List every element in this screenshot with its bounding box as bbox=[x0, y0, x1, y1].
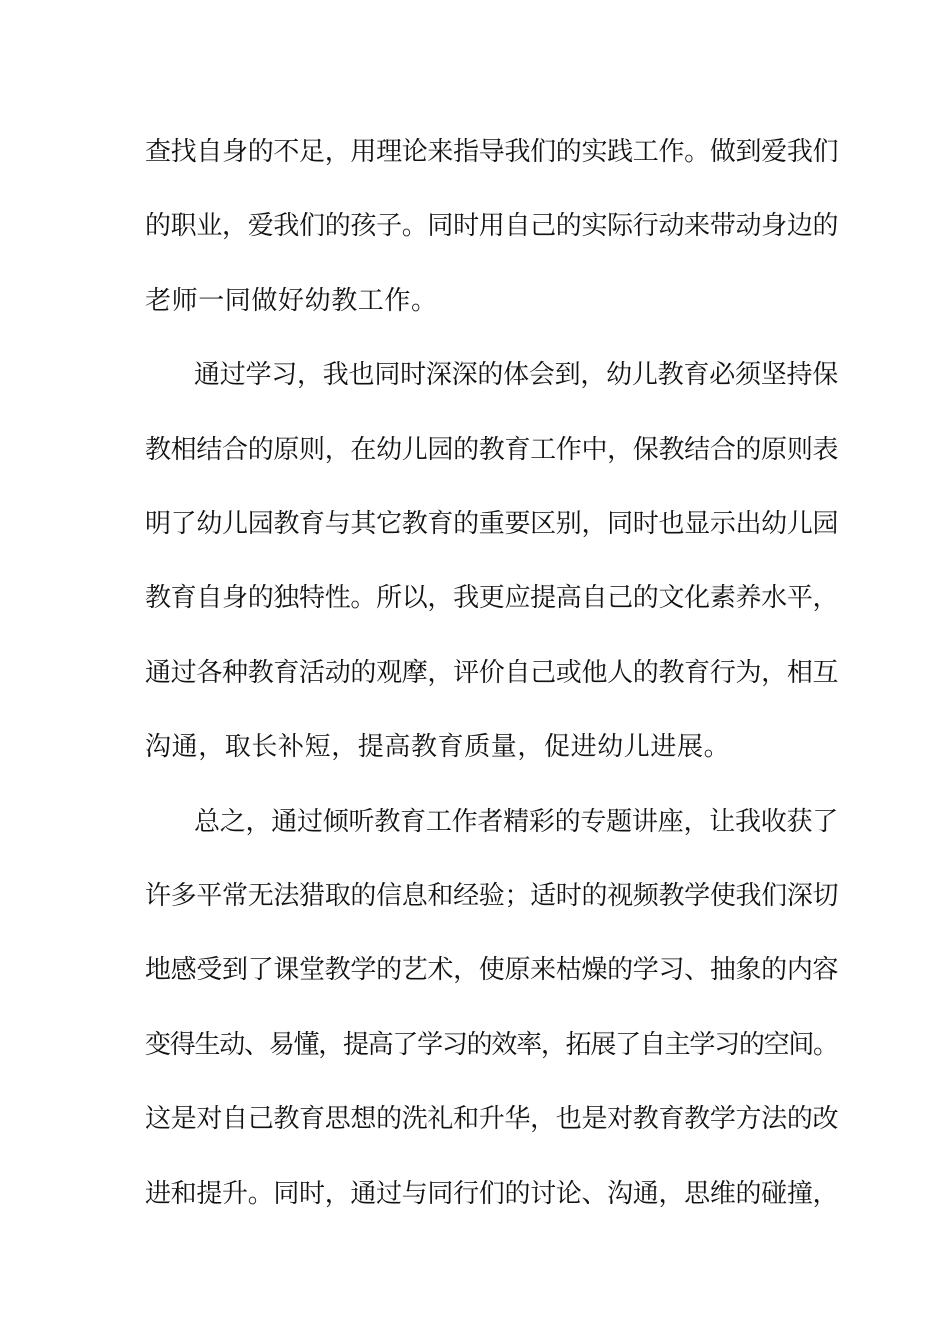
text-line: 通过各种教育活动的观摩，评价自己或他人的教育行为，相互 bbox=[145, 658, 839, 688]
text-line: 明了幼儿园教育与其它教育的重要区别，同时也显示出幼儿园 bbox=[145, 509, 839, 539]
paragraph-first-line: 通过学习，我也同时深深的体会到，幼儿教育必须坚持保 bbox=[194, 360, 839, 390]
paragraph-first-line: 总之，通过倾听教育工作者精彩的专题讲座，让我收获了 bbox=[194, 807, 839, 837]
text-line: 查找自身的不足，用理论来指导我们的实践工作。做到爱我们 bbox=[145, 137, 839, 167]
text-line: 老师一同做好幼教工作。 bbox=[145, 286, 438, 316]
text-line: 地感受到了课堂教学的艺术，使原来枯燥的学习、抽象的内容 bbox=[145, 955, 839, 985]
text-line: 许多平常无法猎取的信息和经验；适时的视频教学使我们深切 bbox=[145, 881, 839, 911]
text-line: 进和提升。同时，通过与同行们的讨论、沟通，思维的碰撞， bbox=[145, 1179, 839, 1209]
text-line: 沟通，取长补短，提高教育质量，促进幼儿进展。 bbox=[145, 732, 731, 762]
text-line: 教相结合的原则，在幼儿园的教育工作中，保教结合的原则表 bbox=[145, 435, 839, 465]
text-line: 的职业，爱我们的孩子。同时用自己的实际行动来带动身边的 bbox=[145, 211, 839, 241]
text-line: 变得生动、易懂，提高了学习的效率，拓展了自主学习的空间。 bbox=[145, 1030, 838, 1060]
text-line: 教育自身的独特性。所以，我更应提高自己的文化素养水平， bbox=[145, 583, 839, 613]
text-line: 这是对自己教育思想的洗礼和升华，也是对教育教学方法的改 bbox=[145, 1104, 839, 1134]
